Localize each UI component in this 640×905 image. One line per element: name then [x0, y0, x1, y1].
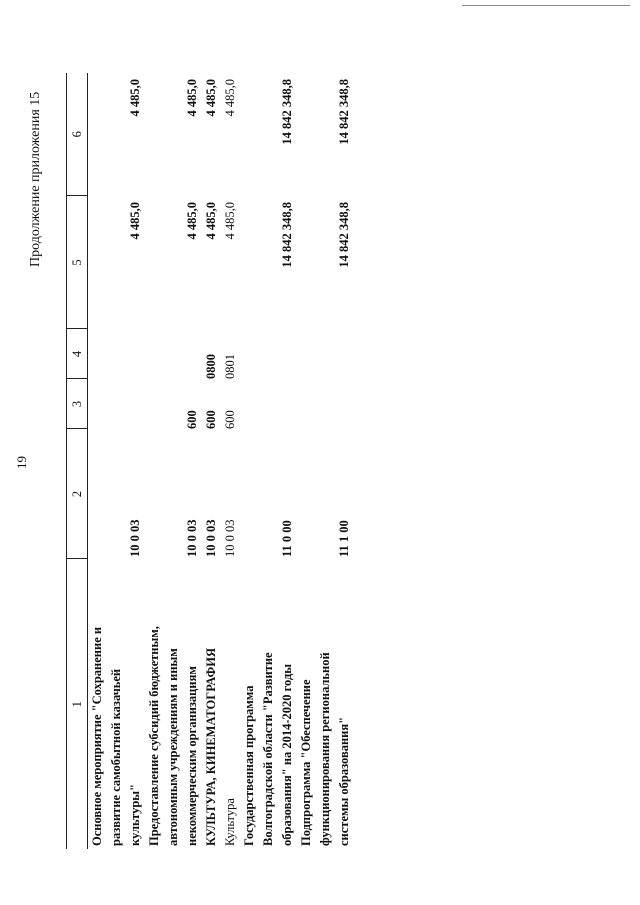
row-name-line: образования" на 2014-2020 годы	[280, 663, 294, 846]
budget-table	[66, 73, 354, 849]
row-name-line: Основное мероприятие "Сохранение и	[90, 626, 104, 846]
row-amount-col5: 4 485,0	[128, 202, 142, 240]
row-name-line: Предоставление субсидий бюджетным,	[147, 626, 161, 846]
row-amount-col5: 4 485,0	[185, 202, 199, 240]
row-expense-type: 600	[223, 410, 237, 429]
header-col-2: 2	[67, 429, 88, 559]
row-section	[145, 329, 202, 379]
row-name-line: Волгоградской области "Развитие	[261, 652, 275, 846]
table-header-row	[67, 73, 88, 849]
header-col-6: 6	[67, 73, 88, 196]
row-name	[88, 559, 146, 849]
header-col-3: 3	[67, 379, 88, 429]
row-expense-type: 600	[204, 410, 218, 429]
row-amount-col5: 14 842 348,8	[280, 202, 294, 268]
row-amount-col6: 14 842 348,8	[280, 79, 294, 145]
row-name-line: культуры"	[128, 784, 142, 846]
row-code: 10 0 03	[223, 519, 237, 557]
table-row	[221, 73, 240, 849]
row-section: 0800	[204, 354, 218, 379]
row-section: 0801	[223, 354, 237, 379]
row-amount-col6: 14 842 348,8	[337, 79, 351, 145]
header-col-4: 4	[67, 329, 88, 379]
row-name-line: некоммерческим организациям	[185, 666, 199, 846]
row-name	[221, 559, 240, 849]
row-section	[240, 329, 297, 379]
row-expense-type: 600	[185, 410, 199, 429]
row-name-line: системы образования"	[337, 716, 351, 846]
row-name-line: функционирования региональной	[318, 652, 332, 846]
table-row	[202, 73, 221, 849]
row-amount-col6: 4 485,0	[204, 79, 218, 117]
row-name	[202, 559, 221, 849]
row-amount-col5: 4 485,0	[223, 202, 237, 240]
header-col-1: 1	[67, 559, 88, 849]
row-section	[88, 329, 146, 379]
table-row	[145, 73, 202, 849]
row-code: 10 0 03	[185, 519, 199, 557]
row-name	[240, 559, 297, 849]
table-row	[240, 73, 297, 849]
row-name-line: автономным учреждениям и иным	[166, 648, 180, 846]
row-code: 10 0 03	[204, 519, 218, 557]
row-expense-type	[240, 379, 297, 429]
row-expense-type	[297, 379, 354, 429]
continuation-caption: Продолжение приложения 15	[28, 91, 43, 267]
table-row	[88, 73, 146, 849]
table-row	[297, 73, 354, 849]
row-name-line: развитие самобытной казачьей	[109, 668, 123, 846]
row-amount-col6: 4 485,0	[223, 79, 237, 117]
row-amount-col5: 14 842 348,8	[337, 202, 351, 268]
row-name-line: КУЛЬТУРА, КИНЕМАТОГРАФИЯ	[204, 648, 218, 846]
row-section	[297, 329, 354, 379]
row-code: 11 0 00	[280, 520, 294, 557]
row-amount-col5: 4 485,0	[204, 202, 218, 240]
header-col-5: 5	[67, 196, 88, 329]
row-code: 10 0 03	[128, 519, 142, 557]
row-name-line: Подпрограмма "Обеспечение	[299, 679, 313, 846]
row-name-line: Культура	[223, 798, 237, 846]
row-code: 11 1 00	[337, 520, 351, 557]
row-name	[297, 559, 354, 849]
row-amount-col6: 4 485,0	[185, 79, 199, 117]
row-expense-type	[88, 379, 146, 429]
row-amount-col6: 4 485,0	[128, 79, 142, 117]
row-name-line: Государственная программа	[242, 685, 256, 846]
row-name	[145, 559, 202, 849]
page-number: 19	[14, 456, 29, 469]
